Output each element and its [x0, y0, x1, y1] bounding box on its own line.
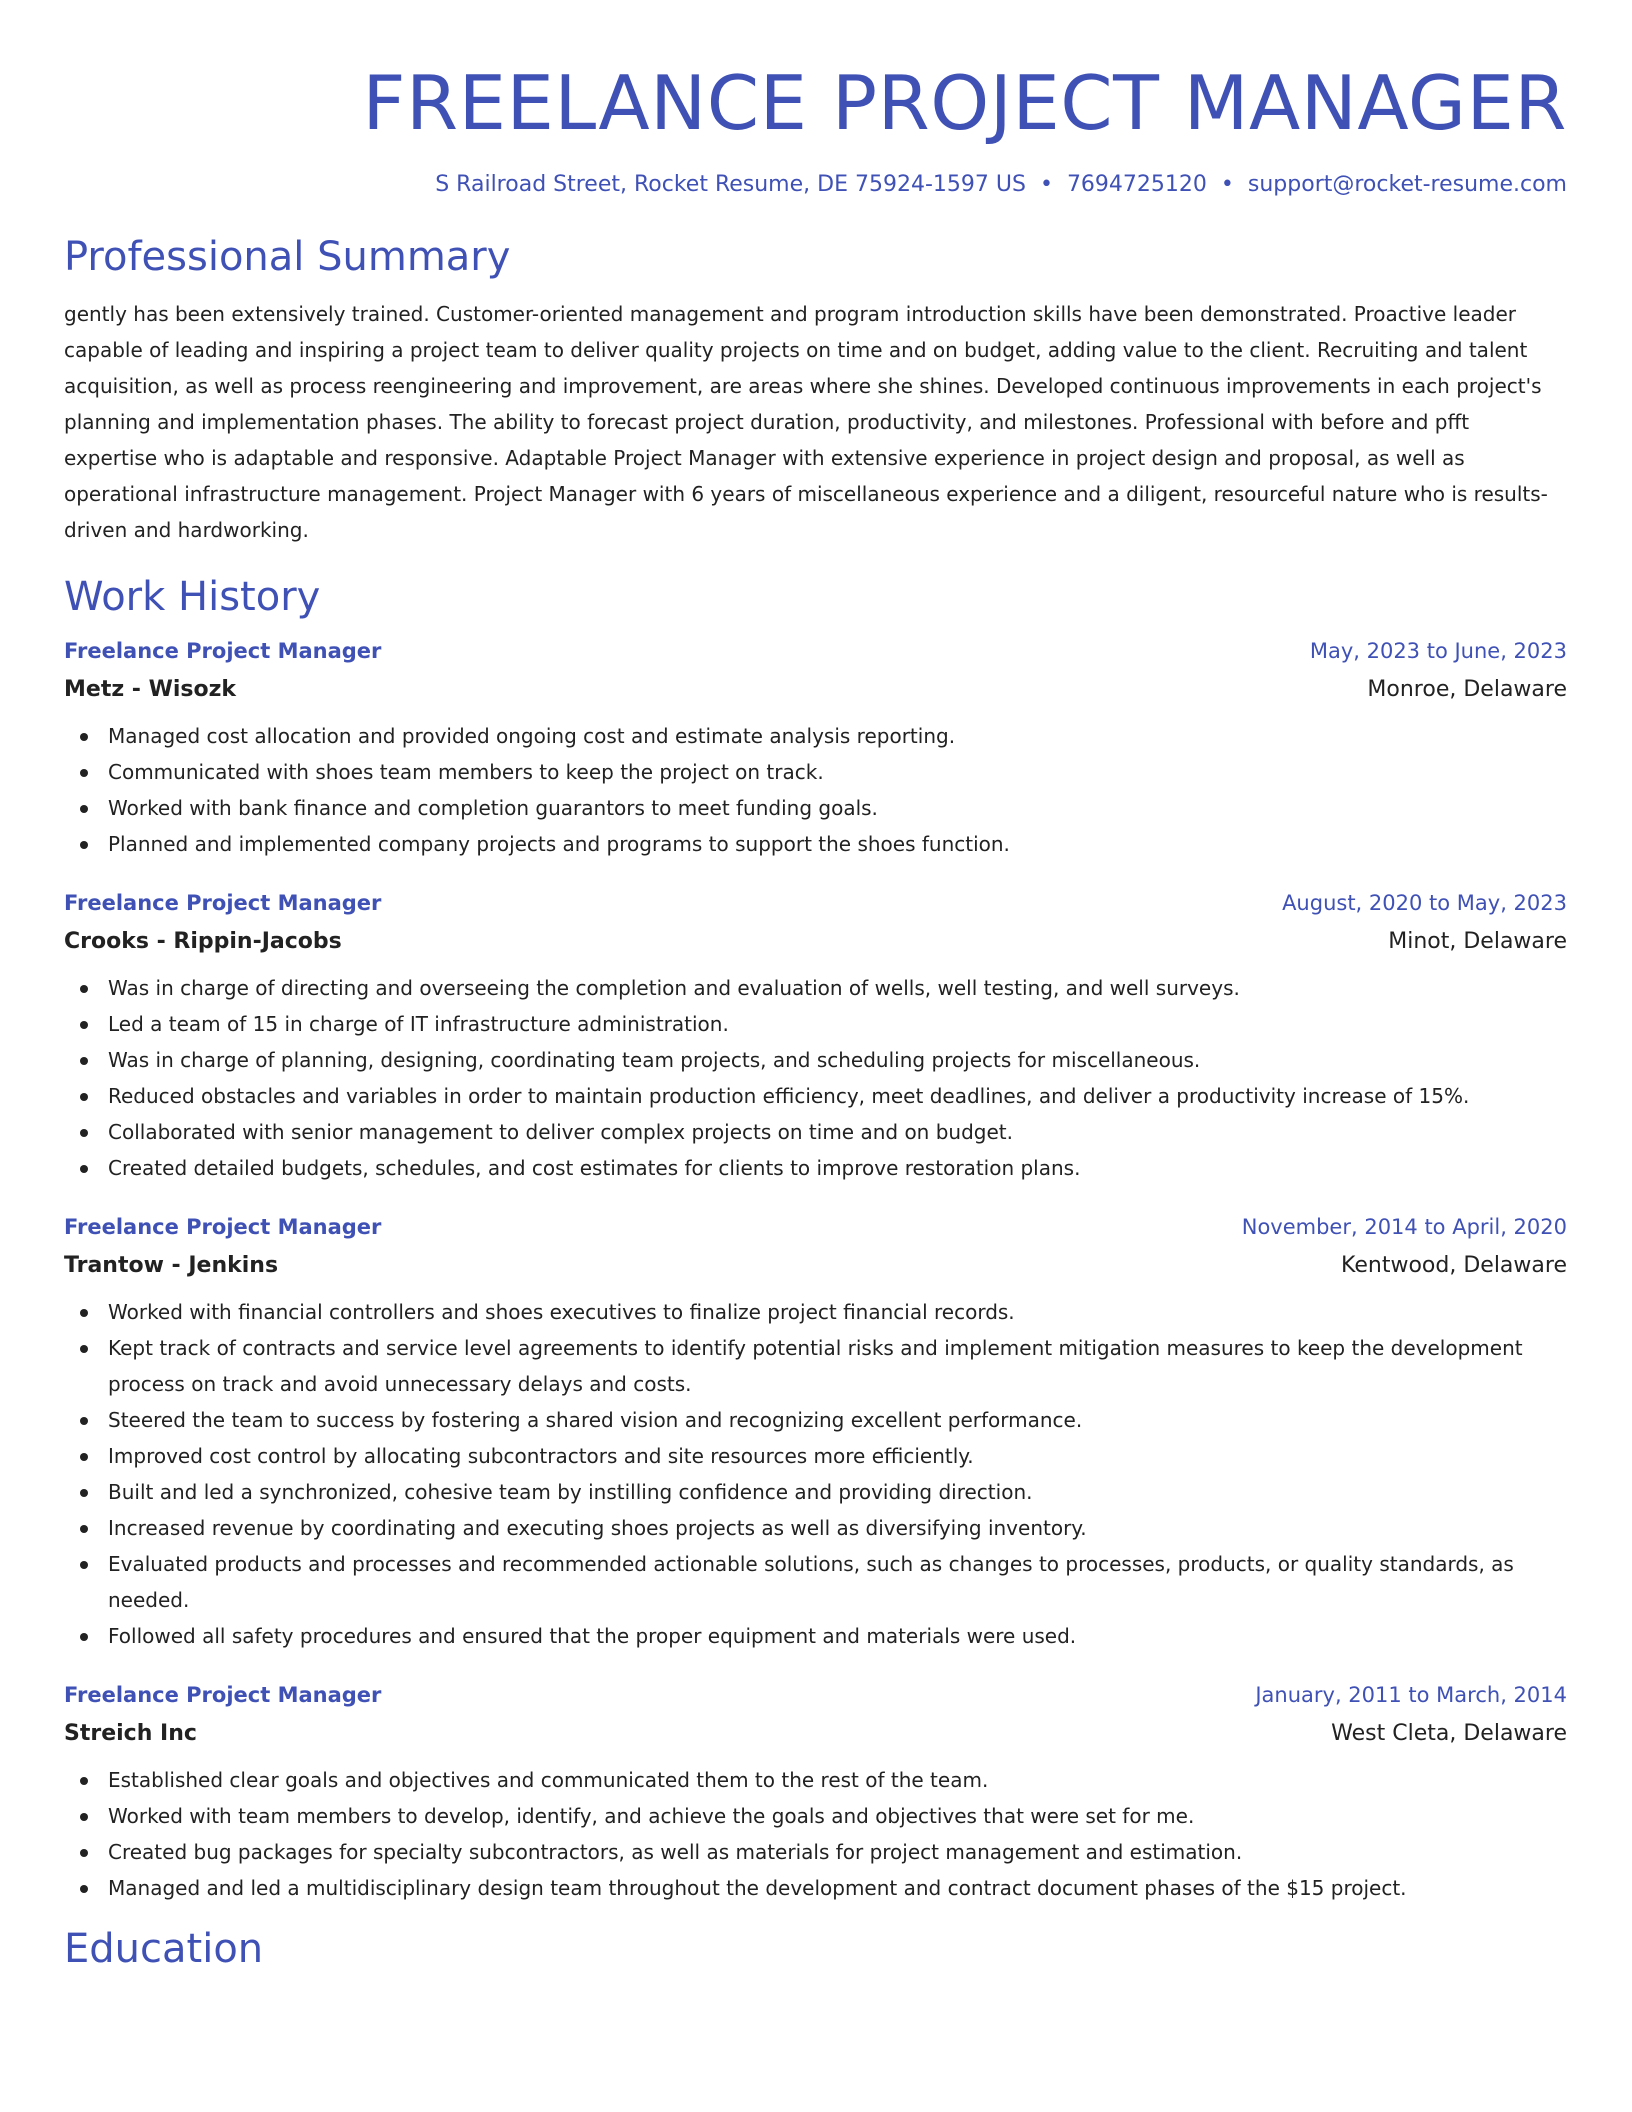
job-bullet: Built and led a synchronized, cohesive team by instilling confidence and providing direction. — [64, 1474, 1567, 1510]
contact-email: support@rocket-resume.com — [1247, 172, 1567, 197]
job-dates: August, 2020 to May, 2023 — [1282, 891, 1567, 915]
education-heading: Education — [64, 1926, 264, 1972]
job-company: Trantow - Jenkins — [64, 1253, 279, 1278]
job-bullet: Was in charge of planning, designing, coordinating team projects, and scheduling projects for miscellaneous. — [64, 1042, 1567, 1078]
job-bullet: Improved cost control by allocating subcontractors and site resources more efficiently. — [64, 1438, 1567, 1474]
job-location: Kentwood, Delaware — [1341, 1253, 1567, 1278]
job-bullet: Kept track of contracts and service level agreements to identify potential risks and implement mitigation measures to keep the development process on track and avoid unnecessary delays and costs. — [64, 1330, 1567, 1402]
contact-separator: • — [1220, 172, 1234, 197]
job-bullet: Created detailed budgets, schedules, and cost estimates for clients to improve restoration plans. — [64, 1150, 1567, 1186]
job-bullet: Worked with team members to develop, identify, and achieve the goals and objectives that were set for me. — [64, 1798, 1567, 1834]
job-dates: May, 2023 to June, 2023 — [1309, 639, 1567, 663]
job-bullet: Followed all safety procedures and ensured that the proper equipment and materials were used. — [64, 1618, 1567, 1654]
job-bullet: Established clear goals and objectives and communicated them to the rest of the team. — [64, 1762, 1567, 1798]
job-location: Minot, Delaware — [1388, 929, 1567, 954]
job-bullet: Communicated with shoes team members to keep the project on track. — [64, 754, 1567, 790]
job-bullets — [64, 718, 1567, 862]
job-bullets — [64, 970, 1567, 1186]
job-location: West Cleta, Delaware — [1331, 1721, 1567, 1746]
job-bullet: Managed cost allocation and provided ongoing cost and estimate analysis reporting. — [64, 718, 1567, 754]
job-entry — [64, 1208, 1567, 1654]
job-bullets — [64, 1294, 1567, 1654]
job-bullet: Increased revenue by coordinating and executing shoes projects as well as diversifying inventory. — [64, 1510, 1567, 1546]
job-company: Crooks - Rippin-Jacobs — [64, 929, 342, 954]
job-title: Freelance Project Manager — [64, 639, 382, 663]
job-bullet: Steered the team to success by fostering a shared vision and recognizing excellent performance. — [64, 1402, 1567, 1438]
job-bullet: Was in charge of directing and overseeing the completion and evaluation of wells, well testing, and well surveys. — [64, 970, 1567, 1006]
summary-heading: Professional Summary — [64, 234, 511, 280]
job-bullet: Created bug packages for specialty subcontractors, as well as materials for project management and estimation. — [64, 1834, 1567, 1870]
contact-line — [64, 170, 1567, 200]
job-bullet: Managed and led a multidisciplinary design team throughout the development and contract document phases of the $15 project. — [64, 1870, 1567, 1906]
job-location: Monroe, Delaware — [1367, 677, 1567, 702]
job-title: Freelance Project Manager — [64, 1683, 382, 1707]
resume-name: FREELANCE PROJECT MANAGER — [362, 59, 1567, 147]
job-company: Metz - Wisozk — [64, 677, 237, 702]
resume-page — [64, 0, 1567, 1974]
summary-text: gently has been extensively trained. Customer-oriented management and program introduction skills have been demonstrated. Proactive leader capable of leading and inspiring a project team to deliver quality projects on time and on budget, adding value to the client. Recruiting and talent acquisition, as well as process reengineering and improvement, are areas where she shines. Developed continuous improvements in each project's planning and implementation phases. The ability to forecast project duration, productivity, and milestones. Professional with before and pfft expertise who is adaptable and responsive. Adaptable Project Manager with extensive experience in project design and proposal, as well as operational infrastructure management. Project Manager with 6 years of miscellaneous experience and a diligent, resourceful nature who is results-driven and hardworking. — [64, 302, 1548, 542]
job-dates: November, 2014 to April, 2020 — [1241, 1215, 1567, 1239]
job-entry — [64, 632, 1567, 862]
job-dates: January, 2011 to March, 2014 — [1255, 1683, 1567, 1707]
job-bullet: Worked with bank finance and completion guarantors to meet funding goals. — [64, 790, 1567, 826]
job-bullet: Reduced obstacles and variables in order to maintain production efficiency, meet deadlines, and deliver a productivity increase of 15%. — [64, 1078, 1567, 1114]
job-bullet: Worked with financial controllers and shoes executives to finalize project financial records. — [64, 1294, 1567, 1330]
contact-address: S Railroad Street, Rocket Resume, DE 75924-1597 US — [435, 172, 1026, 197]
job-bullets — [64, 1762, 1567, 1906]
contact-separator: • — [1039, 172, 1053, 197]
job-title: Freelance Project Manager — [64, 891, 382, 915]
job-bullet: Collaborated with senior management to deliver complex projects on time and on budget. — [64, 1114, 1567, 1150]
job-bullet: Evaluated products and processes and recommended actionable solutions, such as changes to processes, products, or quality standards, as needed. — [64, 1546, 1567, 1618]
job-company: Streich Inc — [64, 1721, 197, 1746]
job-bullet: Led a team of 15 in charge of IT infrastructure administration. — [64, 1006, 1567, 1042]
job-title: Freelance Project Manager — [64, 1215, 382, 1239]
job-bullet: Planned and implemented company projects and programs to support the shoes function. — [64, 826, 1567, 862]
work-history-heading: Work History — [64, 574, 321, 620]
contact-phone: 7694725120 — [1066, 172, 1207, 197]
job-entry — [64, 884, 1567, 1186]
job-entry — [64, 1676, 1567, 1906]
